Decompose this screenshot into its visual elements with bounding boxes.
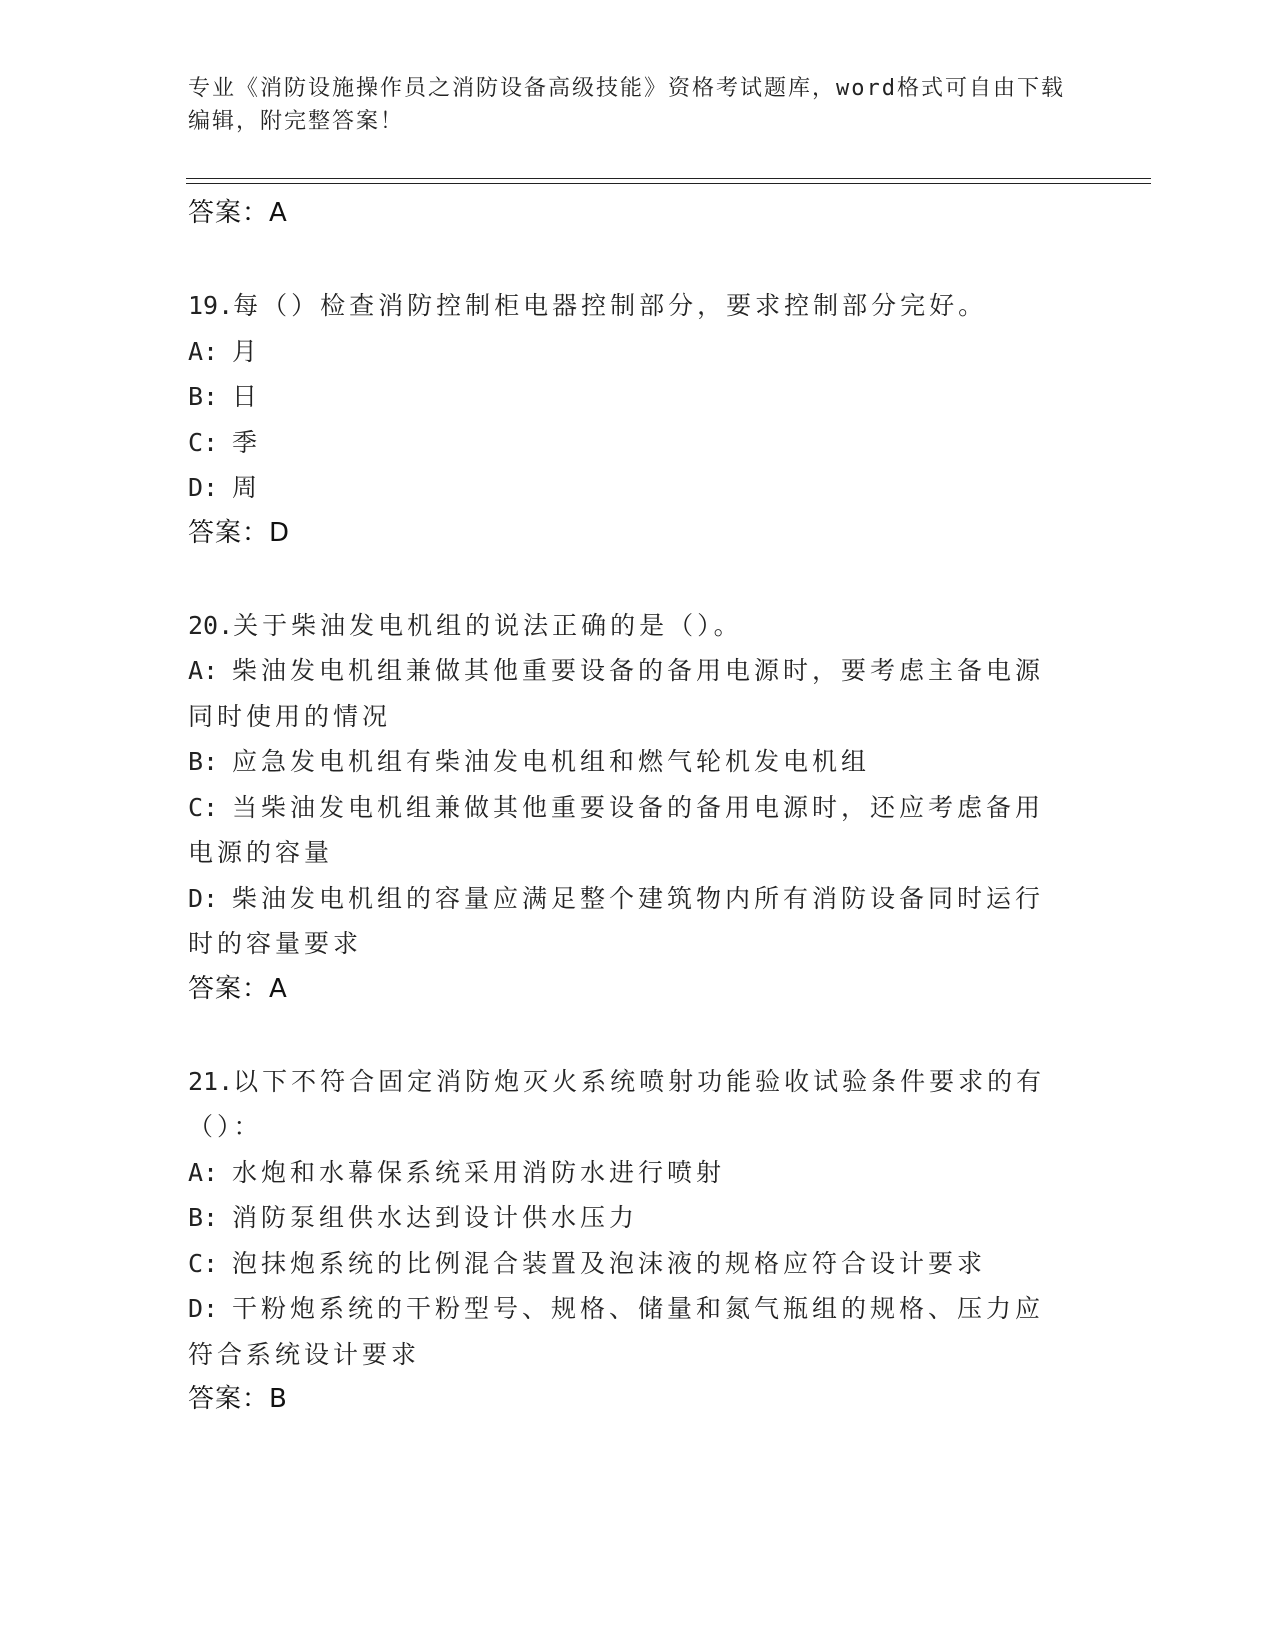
option-text: 当柴油发电机组兼做其他重要设备的备用电源时，还应考虑备用电源的容量 bbox=[188, 792, 1045, 867]
header-rule-top bbox=[186, 178, 1151, 179]
option-d bbox=[188, 465, 1068, 511]
option-text: 应急发电机组有柴油发电机组和燃气轮机发电机组 bbox=[232, 747, 871, 776]
option-d bbox=[188, 876, 1068, 967]
option-c bbox=[188, 1241, 1068, 1287]
previous-answer: 答案：A bbox=[188, 198, 288, 228]
spacer bbox=[188, 555, 1068, 603]
option-label: D: bbox=[188, 1294, 219, 1323]
option-b bbox=[188, 1195, 1068, 1241]
option-b bbox=[188, 739, 1068, 785]
option-a bbox=[188, 1150, 1068, 1196]
document-intro: 专业《消防设施操作员之消防设备高级技能》资格考试题库，word格式可自由下载编辑，附完整答案！ bbox=[188, 76, 1065, 134]
answer: 答案：D bbox=[188, 517, 291, 548]
question-21 bbox=[188, 1059, 1068, 1150]
answer: 答案：A bbox=[188, 973, 288, 1004]
option-label: A: bbox=[188, 336, 219, 366]
option-label: D: bbox=[188, 473, 219, 502]
option-label: B: bbox=[188, 1203, 219, 1232]
option-a bbox=[188, 648, 1068, 739]
option-b bbox=[188, 374, 1068, 420]
option-text: 泡抹炮系统的比例混合装置及泡沫液的规格应符合设计要求 bbox=[232, 1248, 987, 1278]
question-19 bbox=[188, 283, 1068, 329]
question-number: 21. bbox=[188, 1066, 234, 1096]
option-a bbox=[188, 329, 1068, 375]
option-c bbox=[188, 420, 1068, 466]
option-d bbox=[188, 1286, 1068, 1377]
option-label: C: bbox=[188, 792, 219, 822]
option-text: 月 bbox=[232, 336, 262, 366]
option-label: A: bbox=[188, 1157, 219, 1187]
question-list bbox=[188, 191, 1068, 1421]
question-text: 每（）检查消防控制柜电器控制部分，要求控制部分完好。 bbox=[233, 291, 988, 320]
option-text: 日 bbox=[232, 382, 262, 411]
option-label: B: bbox=[188, 747, 219, 776]
option-label: C: bbox=[188, 427, 219, 457]
spacer bbox=[188, 1011, 1068, 1059]
option-text: 季 bbox=[232, 427, 262, 457]
question-number: 19. bbox=[188, 291, 234, 320]
question-text: 关于柴油发电机组的说法正确的是（）。 bbox=[233, 610, 743, 640]
option-label: D: bbox=[188, 883, 219, 913]
header-rule-bottom bbox=[186, 183, 1151, 184]
option-text: 干粉炮系统的干粉型号、规格、储量和氮气瓶组的规格、压力应符合系统设计要求 bbox=[188, 1294, 1045, 1369]
option-text: 消防泵组供水达到设计供水压力 bbox=[232, 1203, 639, 1232]
spacer bbox=[188, 235, 1068, 283]
question-text: 以下不符合固定消防炮灭火系统喷射功能验收试验条件要求的有（）： bbox=[188, 1066, 1046, 1141]
option-text: 柴油发电机组兼做其他重要设备的备用电源时，要考虑主备电源同时使用的情况 bbox=[188, 656, 1045, 731]
answer: 答案：B bbox=[188, 1384, 288, 1414]
question-number: 20. bbox=[188, 610, 234, 640]
option-text: 周 bbox=[232, 473, 262, 502]
option-label: C: bbox=[188, 1248, 219, 1278]
option-text: 水炮和水幕保系统采用消防水进行喷射 bbox=[232, 1157, 726, 1187]
option-text: 柴油发电机组的容量应满足整个建筑物内所有消防设备同时运行时的容量要求 bbox=[188, 883, 1045, 958]
option-label: A: bbox=[188, 656, 219, 685]
option-label: B: bbox=[188, 382, 219, 411]
question-20 bbox=[188, 603, 1068, 649]
option-c bbox=[188, 785, 1068, 876]
